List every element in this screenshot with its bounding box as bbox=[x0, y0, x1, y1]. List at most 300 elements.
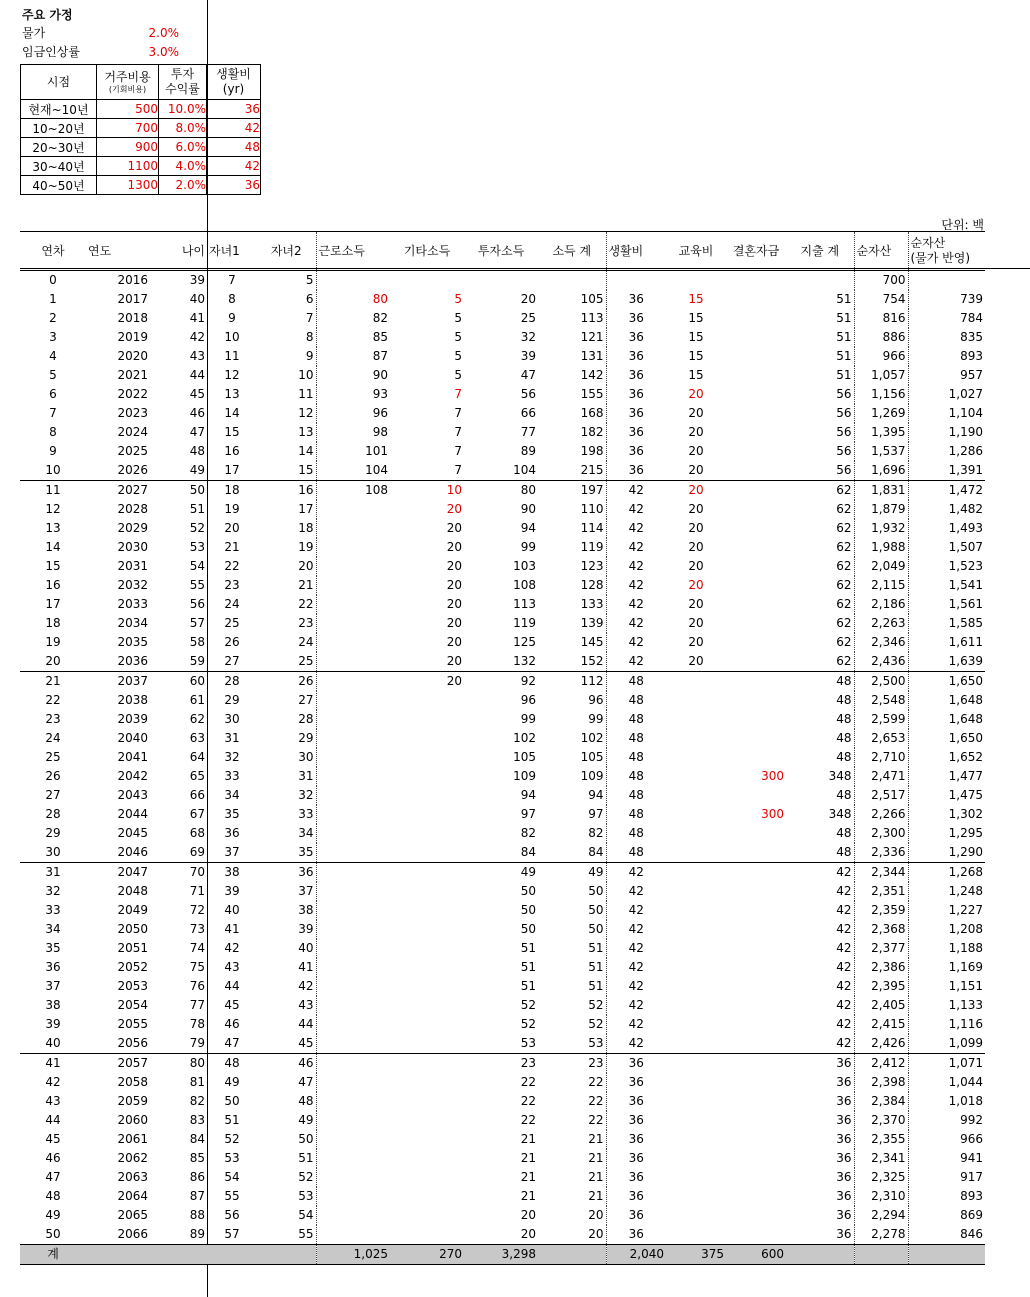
cell-living: 42 bbox=[606, 920, 666, 939]
cell-other bbox=[390, 1015, 464, 1034]
cell-child1: 14 bbox=[224, 406, 240, 420]
cell-expense-total: 36 bbox=[836, 1208, 852, 1222]
cell-invest: 20 bbox=[520, 1227, 536, 1241]
cell-wage bbox=[316, 557, 390, 576]
cell-invest: 20 bbox=[520, 292, 536, 306]
header-net-assets-real bbox=[908, 232, 985, 271]
table-row bbox=[20, 748, 985, 767]
cell-year-no: 18 bbox=[45, 616, 61, 630]
table-row bbox=[20, 576, 985, 595]
cell-expense-total: 42 bbox=[836, 865, 852, 879]
cell-age: 51 bbox=[189, 502, 205, 516]
cell-education: 15 bbox=[688, 368, 704, 382]
cell-education: 20 bbox=[688, 521, 704, 535]
cell-year: 2052 bbox=[117, 960, 148, 974]
cell-wedding bbox=[726, 366, 786, 385]
cell-net-assets-real: 1,151 bbox=[908, 977, 985, 996]
cell-net-assets-real bbox=[908, 271, 985, 291]
cell-wage bbox=[316, 958, 390, 977]
cell-net-assets: 1,156 bbox=[854, 385, 908, 404]
cell-income-total: 22 bbox=[588, 1094, 604, 1108]
cell-income-total: 52 bbox=[588, 1017, 604, 1031]
cell-net-assets-real: 1,044 bbox=[908, 1073, 985, 1092]
header-invest-income: 투자소득 bbox=[464, 232, 538, 271]
cell-invest: 52 bbox=[520, 1017, 536, 1031]
cell-wage bbox=[316, 1092, 390, 1111]
cell-child2: 5 bbox=[305, 273, 314, 287]
cell-wage bbox=[316, 863, 390, 883]
cell-child2: 42 bbox=[298, 979, 314, 993]
cell-education: 20 bbox=[688, 635, 704, 649]
cell-wage bbox=[316, 882, 390, 901]
cell-net-assets-real: 1,290 bbox=[908, 843, 985, 863]
cell-education bbox=[666, 1054, 726, 1074]
cell-invest: 22 bbox=[520, 1094, 536, 1108]
cell-education bbox=[666, 901, 726, 920]
cell-age: 70 bbox=[189, 865, 205, 879]
cell-invest: 80 bbox=[520, 483, 536, 497]
cell-invest: 97 bbox=[520, 807, 536, 821]
cell-child1: 27 bbox=[207, 652, 257, 672]
total-wedding: 600 bbox=[726, 1245, 786, 1265]
cell-net-assets-real: 1,104 bbox=[908, 404, 985, 423]
cell-expense-total: 36 bbox=[836, 1132, 852, 1146]
cell-child2: 24 bbox=[298, 635, 314, 649]
cell-other bbox=[390, 1130, 464, 1149]
cell-invest: 23 bbox=[520, 1056, 536, 1070]
cell-child2: 13 bbox=[298, 425, 314, 439]
table-row bbox=[20, 385, 985, 404]
cell-net-assets-real: 966 bbox=[908, 1130, 985, 1149]
cell-expense-total: 48 bbox=[836, 731, 852, 745]
cell-education bbox=[666, 1130, 726, 1149]
cell-age: 85 bbox=[189, 1151, 205, 1165]
cell-living: 42 bbox=[606, 996, 666, 1015]
cell-expense-total: 42 bbox=[786, 1034, 854, 1054]
cell-year-no: 43 bbox=[45, 1094, 61, 1108]
cell-other: 20 bbox=[446, 502, 462, 516]
cell-child1: 13 bbox=[224, 387, 240, 401]
cell-income-total: 84 bbox=[538, 843, 606, 863]
cell-invest: 22 bbox=[520, 1075, 536, 1089]
cell-wage bbox=[316, 691, 390, 710]
cell-education bbox=[666, 824, 726, 843]
header-other-income: 기타소득 bbox=[390, 232, 464, 271]
cell-age: 64 bbox=[189, 750, 205, 764]
table-row bbox=[20, 1187, 985, 1206]
cell-invest: 51 bbox=[520, 941, 536, 955]
cell-child2: 45 bbox=[257, 1034, 316, 1054]
cell-year: 2048 bbox=[117, 884, 148, 898]
cell-wage bbox=[316, 748, 390, 767]
assumptions-title: 주요 가정 bbox=[22, 8, 73, 22]
cell-expense-total: 56 bbox=[836, 406, 852, 420]
cell-year: 2033 bbox=[117, 597, 148, 611]
cell-other: 10 bbox=[446, 483, 462, 497]
cell-year-no: 46 bbox=[45, 1151, 61, 1165]
cell-net-assets: 1,696 bbox=[854, 461, 908, 481]
cell-education bbox=[666, 1111, 726, 1130]
cell-other bbox=[390, 805, 464, 824]
header-invest-line2: 수익률 bbox=[165, 82, 200, 96]
cell-net-assets-real: 1,018 bbox=[908, 1092, 985, 1111]
cell-living: 42 bbox=[606, 633, 666, 652]
cell-education bbox=[666, 691, 726, 710]
cell-year: 2059 bbox=[117, 1094, 148, 1108]
cell-living: 42 bbox=[606, 977, 666, 996]
header-invest-rate bbox=[159, 65, 207, 100]
table-row bbox=[20, 1168, 985, 1187]
cell-education bbox=[666, 271, 726, 291]
cell-year-no: 40 bbox=[20, 1034, 86, 1054]
cell-invest: 84 bbox=[464, 843, 538, 863]
cell-income-total: 50 bbox=[588, 922, 604, 936]
cell-wage: 96 bbox=[316, 404, 390, 423]
cell-age: 59 bbox=[150, 652, 207, 672]
cell-income-total bbox=[538, 271, 606, 291]
assumption-inflation bbox=[22, 24, 179, 43]
cell-expense-total: 36 bbox=[836, 1075, 852, 1089]
cell-education bbox=[666, 786, 726, 805]
table-row bbox=[20, 633, 985, 652]
cell-income-total: 119 bbox=[580, 540, 604, 554]
cell-net-assets: 2,115 bbox=[854, 576, 908, 595]
cell-invest: 103 bbox=[513, 559, 536, 573]
cell-education: 20 bbox=[688, 502, 704, 516]
cell-wage bbox=[316, 538, 390, 557]
table-row bbox=[20, 423, 985, 442]
cell-child2: 55 bbox=[298, 1227, 314, 1241]
cell-living: 36 bbox=[606, 290, 666, 309]
cell-wedding: 300 bbox=[761, 769, 784, 783]
cell-year-no: 1 bbox=[49, 292, 57, 306]
cell-year: 2040 bbox=[117, 731, 148, 745]
cell-other bbox=[390, 882, 464, 901]
table-row bbox=[20, 461, 985, 481]
assumption-wage-growth bbox=[22, 43, 179, 62]
cell-child2: 43 bbox=[298, 998, 314, 1012]
cell-net-assets: 2,471 bbox=[854, 767, 908, 786]
cell-expense-total: 62 bbox=[836, 540, 852, 554]
cell-year: 2064 bbox=[117, 1189, 148, 1203]
cell-wedding bbox=[726, 901, 786, 920]
cell-net-assets-real: 1,585 bbox=[908, 614, 985, 633]
cell-net-assets-real: 1,133 bbox=[908, 996, 985, 1015]
cell-invest: 77 bbox=[520, 425, 536, 439]
header-wedding: 결혼자금 bbox=[726, 232, 786, 271]
cell-year-no: 42 bbox=[45, 1075, 61, 1089]
cell-wage bbox=[316, 1187, 390, 1206]
cell-wage: 80 bbox=[316, 290, 390, 309]
cell-net-assets-real: 1,482 bbox=[908, 500, 985, 519]
cell-net-assets: 1,395 bbox=[854, 423, 908, 442]
cell-living: 42 bbox=[606, 1015, 666, 1034]
cell-age: 75 bbox=[189, 960, 205, 974]
cell-living: 36 bbox=[606, 309, 666, 328]
cell-age: 79 bbox=[150, 1034, 207, 1054]
cell-year-no: 12 bbox=[45, 502, 61, 516]
cell-year-no: 3 bbox=[49, 330, 57, 344]
cell-net-assets: 2,325 bbox=[854, 1168, 908, 1187]
assumption-cell-period: 20~30년 bbox=[21, 138, 97, 157]
table-row bbox=[20, 805, 985, 824]
cell-net-assets: 700 bbox=[854, 271, 908, 291]
cell-education: 15 bbox=[688, 311, 704, 325]
cell-child2: 44 bbox=[298, 1017, 314, 1031]
cell-year-no: 48 bbox=[45, 1189, 61, 1203]
cell-age: 77 bbox=[189, 998, 205, 1012]
cell-living: 42 bbox=[606, 519, 666, 538]
cell-net-assets: 2,398 bbox=[854, 1073, 908, 1092]
cell-age: 48 bbox=[189, 444, 205, 458]
cell-net-assets-real: 1,208 bbox=[908, 920, 985, 939]
cell-wedding bbox=[726, 748, 786, 767]
cell-living: 36 bbox=[606, 1225, 666, 1245]
cell-expense-total: 48 bbox=[836, 750, 852, 764]
cell-income-total: 21 bbox=[588, 1189, 604, 1203]
cell-living: 42 bbox=[606, 500, 666, 519]
cell-net-assets: 1,537 bbox=[854, 442, 908, 461]
cell-other: 5 bbox=[454, 292, 462, 306]
cell-age: 81 bbox=[189, 1075, 205, 1089]
cell-net-assets: 2,266 bbox=[854, 805, 908, 824]
cell-other bbox=[390, 729, 464, 748]
table-row bbox=[20, 672, 985, 692]
header-net-real-line1: 순자산 bbox=[910, 236, 946, 250]
cell-age: 45 bbox=[189, 387, 205, 401]
cell-expense-total: 48 bbox=[836, 788, 852, 802]
cell-net-assets: 886 bbox=[854, 328, 908, 347]
cell-child1: 25 bbox=[224, 616, 240, 630]
cell-wedding bbox=[726, 672, 786, 692]
cell-income-total: 123 bbox=[580, 559, 604, 573]
cell-invest: 51 bbox=[520, 960, 536, 974]
cell-wedding bbox=[726, 538, 786, 557]
table-row bbox=[20, 328, 985, 347]
table-row bbox=[20, 824, 985, 843]
cell-education bbox=[666, 1034, 726, 1054]
cell-net-assets: 2,344 bbox=[854, 863, 908, 883]
cell-wedding bbox=[726, 996, 786, 1015]
cell-year: 2046 bbox=[86, 843, 150, 863]
cell-year: 2051 bbox=[117, 941, 148, 955]
cell-age: 82 bbox=[189, 1094, 205, 1108]
cell-child1: 18 bbox=[224, 483, 240, 497]
cell-wedding bbox=[726, 977, 786, 996]
cell-wage bbox=[316, 996, 390, 1015]
cell-wage: 104 bbox=[316, 461, 390, 481]
cell-child2: 36 bbox=[298, 865, 314, 879]
cell-net-assets: 2,386 bbox=[854, 958, 908, 977]
cell-education: 20 bbox=[688, 578, 704, 592]
cell-income-total: 168 bbox=[580, 406, 604, 420]
cell-net-assets-real: 893 bbox=[908, 1187, 985, 1206]
cell-child1: 33 bbox=[224, 769, 240, 783]
cell-wedding bbox=[726, 576, 786, 595]
table-row bbox=[20, 290, 985, 309]
cell-net-assets: 2,310 bbox=[854, 1187, 908, 1206]
cell-expense-total: 42 bbox=[836, 922, 852, 936]
cell-education bbox=[666, 1187, 726, 1206]
cell-year-no: 32 bbox=[45, 884, 61, 898]
cell-year-no: 14 bbox=[45, 540, 61, 554]
cell-wedding bbox=[726, 863, 786, 883]
header-child1: 자녀1 bbox=[207, 232, 257, 271]
cell-net-assets-real: 1,248 bbox=[908, 882, 985, 901]
cell-wage: 90 bbox=[316, 366, 390, 385]
cell-year: 2038 bbox=[117, 693, 148, 707]
cell-year: 2041 bbox=[117, 750, 148, 764]
cell-invest: 50 bbox=[520, 903, 536, 917]
cell-net-assets-real: 1,286 bbox=[908, 442, 985, 461]
assumption-cell-rate: 2.0% bbox=[159, 176, 207, 195]
cell-year: 2062 bbox=[117, 1151, 148, 1165]
cell-education bbox=[666, 996, 726, 1015]
cell-child2: 22 bbox=[298, 597, 314, 611]
header-housing-sub: (기회비용) bbox=[108, 84, 147, 94]
cell-living: 48 bbox=[606, 710, 666, 729]
cell-year-no: 4 bbox=[49, 349, 57, 363]
cell-education bbox=[666, 920, 726, 939]
cell-education bbox=[666, 710, 726, 729]
cell-age: 60 bbox=[189, 674, 205, 688]
cell-age: 67 bbox=[189, 807, 205, 821]
cell-other: 5 bbox=[454, 368, 462, 382]
cell-other bbox=[390, 748, 464, 767]
cell-year-no: 24 bbox=[45, 731, 61, 745]
cell-child2: 49 bbox=[298, 1113, 314, 1127]
cell-age: 63 bbox=[189, 731, 205, 745]
header-living: 생활비 bbox=[606, 232, 666, 271]
cell-education: 20 bbox=[688, 483, 704, 497]
cell-other bbox=[390, 939, 464, 958]
cell-net-assets: 1,057 bbox=[854, 366, 908, 385]
cell-income-total: 128 bbox=[580, 578, 604, 592]
cell-year: 2058 bbox=[117, 1075, 148, 1089]
cell-net-assets: 2,278 bbox=[854, 1225, 908, 1245]
cell-education: 20 bbox=[666, 652, 726, 672]
cell-year-no: 8 bbox=[49, 425, 57, 439]
cell-child2: 7 bbox=[305, 311, 314, 325]
cell-living: 42 bbox=[606, 1034, 666, 1054]
cell-net-assets-real: 1,650 bbox=[908, 729, 985, 748]
cell-child2: 48 bbox=[298, 1094, 314, 1108]
cell-invest: 132 bbox=[464, 652, 538, 672]
cell-net-assets-real: 1,650 bbox=[908, 672, 985, 692]
cell-net-assets-real: 869 bbox=[908, 1206, 985, 1225]
cell-year-no: 36 bbox=[45, 960, 61, 974]
cell-expense-total: 56 bbox=[836, 387, 852, 401]
cell-education bbox=[666, 977, 726, 996]
cell-education: 20 bbox=[688, 406, 704, 420]
cell-child1: 19 bbox=[224, 502, 240, 516]
cell-net-assets: 2,294 bbox=[854, 1206, 908, 1225]
assumption-cell-period: 30~40년 bbox=[21, 157, 97, 176]
cell-child2: 39 bbox=[298, 922, 314, 936]
cell-child1: 23 bbox=[224, 578, 240, 592]
cell-child1: 24 bbox=[224, 597, 240, 611]
table-row bbox=[20, 1149, 985, 1168]
cell-expense-total: 42 bbox=[836, 1017, 852, 1031]
cell-expense-total: 62 bbox=[836, 578, 852, 592]
cell-year-no: 26 bbox=[45, 769, 61, 783]
cell-age: 74 bbox=[189, 941, 205, 955]
assumption-label: 임금인상률 bbox=[22, 45, 80, 59]
table-row bbox=[20, 557, 985, 576]
cell-wedding bbox=[726, 481, 786, 501]
cell-education: 20 bbox=[688, 616, 704, 630]
cell-living: 36 bbox=[606, 1130, 666, 1149]
cell-other bbox=[390, 920, 464, 939]
cell-education: 20 bbox=[688, 444, 704, 458]
cell-age: 54 bbox=[189, 559, 205, 573]
cell-wedding bbox=[726, 519, 786, 538]
cell-child2: 12 bbox=[298, 406, 314, 420]
cell-income-total: 52 bbox=[588, 998, 604, 1012]
cell-invest: 52 bbox=[520, 998, 536, 1012]
cell-other bbox=[390, 1111, 464, 1130]
cell-wage bbox=[316, 805, 390, 824]
cell-net-assets-real: 1,523 bbox=[908, 557, 985, 576]
assumption-cell-housing: 900 bbox=[97, 138, 159, 157]
cell-wedding bbox=[726, 442, 786, 461]
cell-child1: 37 bbox=[207, 843, 257, 863]
header-child2: 자녀2 bbox=[257, 232, 316, 271]
cell-year: 2028 bbox=[117, 502, 148, 516]
cell-wedding bbox=[726, 385, 786, 404]
cell-year-no: 21 bbox=[45, 674, 61, 688]
cell-other: 5 bbox=[454, 349, 462, 363]
cell-living: 48 bbox=[606, 691, 666, 710]
cell-year: 2066 bbox=[117, 1227, 148, 1241]
cell-net-assets-real: 835 bbox=[908, 328, 985, 347]
assumption-cell-rate: 6.0% bbox=[159, 138, 207, 157]
table-row bbox=[20, 863, 985, 883]
cell-year: 2053 bbox=[117, 979, 148, 993]
cell-living: 48 bbox=[606, 843, 666, 863]
cell-living: 42 bbox=[606, 595, 666, 614]
cell-income-total: 121 bbox=[580, 330, 604, 344]
cell-income-total: 50 bbox=[588, 903, 604, 917]
cell-age: 80 bbox=[189, 1056, 205, 1070]
cell-expense-total: 48 bbox=[836, 826, 852, 840]
cell-wage: 82 bbox=[316, 309, 390, 328]
cell-net-assets-real: 1,227 bbox=[908, 901, 985, 920]
cell-invest: 56 bbox=[520, 387, 536, 401]
cell-expense-total: 62 bbox=[836, 635, 852, 649]
assumption-value: 2.0% bbox=[148, 26, 179, 40]
cell-expense-total: 51 bbox=[836, 330, 852, 344]
cell-education: 15 bbox=[688, 292, 704, 306]
table-row bbox=[20, 958, 985, 977]
cell-income-total: 22 bbox=[588, 1113, 604, 1127]
cell-invest: 94 bbox=[520, 788, 536, 802]
cell-net-assets: 2,412 bbox=[854, 1054, 908, 1074]
cell-net-assets-real: 1,169 bbox=[908, 958, 985, 977]
cell-age: 47 bbox=[189, 425, 205, 439]
cell-year-no: 50 bbox=[45, 1227, 61, 1241]
cell-age: 52 bbox=[189, 521, 205, 535]
cell-expense-total: 51 bbox=[836, 368, 852, 382]
cell-expense-total: 51 bbox=[836, 349, 852, 363]
cell-other: 7 bbox=[454, 444, 462, 458]
cell-education bbox=[666, 672, 726, 692]
cell-net-assets-real: 941 bbox=[908, 1149, 985, 1168]
cell-child2: 18 bbox=[298, 521, 314, 535]
cell-child2: 34 bbox=[298, 826, 314, 840]
cell-age: 66 bbox=[189, 788, 205, 802]
cell-wedding bbox=[726, 1034, 786, 1054]
